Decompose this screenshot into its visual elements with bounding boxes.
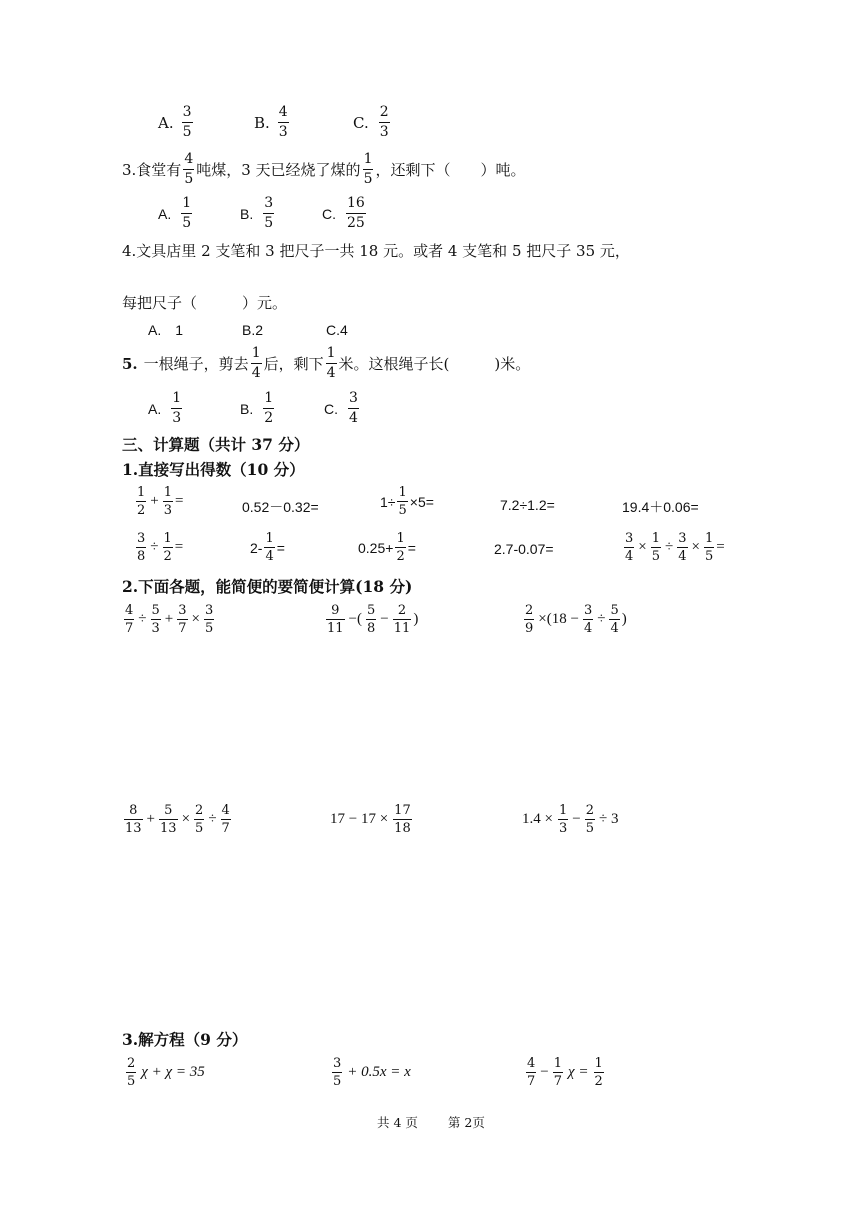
fraction: $\frac{1}{5}$ [398, 485, 407, 518]
fraction: 1 3 [172, 390, 182, 426]
fraction: 4 5 [184, 151, 194, 187]
fraction: $\frac{3}{4}$ [678, 531, 687, 564]
q2-option-a: A. 3 5 [158, 104, 192, 140]
fraction: 4 7 [527, 1056, 536, 1089]
fraction: 1 2 [264, 390, 274, 426]
fraction: 1 2 [137, 485, 146, 518]
fraction: $\frac{5}{4}$ [610, 603, 619, 636]
q2-option-c: C. 2 3 [353, 104, 389, 140]
fraction: 3 5 [333, 1056, 342, 1089]
fraction: 16 25 [347, 195, 365, 231]
fraction: $\frac{1}{2}$ [163, 531, 172, 564]
fraction: $\frac{2}{5}$ [195, 803, 204, 836]
q2-option-b: B. 4 3 [254, 104, 288, 140]
q3-option-c: C. 16 25 [322, 195, 365, 231]
fraction: 3 5 [182, 104, 192, 140]
oral-item-6: $\frac{3}{8}$ ÷ $\frac{1}{2}$ = [137, 531, 184, 564]
equation-3: 4 7 − $\frac{1}{7}$ χ = $\frac{1}{2}$ [527, 1056, 603, 1089]
oral-item-5: 19.4＋0.06= [622, 499, 699, 515]
fraction: $\frac{1}{4}$ [265, 531, 274, 564]
fraction: 2 5 [127, 1056, 136, 1089]
calc-expression-5: 17 − 17 × $\frac{17}{18}$ [330, 803, 411, 836]
sub-heading-calc: 2.下面各题，能简便的要简便计算(18 分) [122, 577, 413, 596]
page-number: 第 2页 [447, 1115, 485, 1130]
fraction: 8 13 [125, 803, 142, 836]
fraction: 4 3 [278, 104, 288, 140]
fraction: $\frac{4}{7}$ [125, 603, 134, 636]
q4-option-a: A. 1 [148, 322, 184, 338]
q5-text: 5. 一根绳子，剪去 1 4 后，剩下 1 4 米。这根绳子长( )米。 [122, 345, 531, 381]
sub-heading-equations: 3.解方程（9 分） [122, 1030, 248, 1049]
fraction: 2 3 [379, 104, 389, 140]
calc-expression-4: 8 13 + $\frac{5}{13}$ × $\frac{2}{5}$ ÷ $\frac{4}{7}$ [125, 803, 230, 836]
calc-expression-1: $\frac{4}{7}$ ÷ $\frac{5}{3}$ + $\frac{3}{7}$ × $\frac{3}{5}$ [125, 603, 214, 636]
q3-text: 3.食堂有 4 5 吨煤，3 天已经烧了煤的 1 5 ，还剩下（ ）吨。 [122, 151, 526, 187]
q4-line2: 每把尺子（ ）元。 [122, 294, 288, 312]
fraction: 1 5 [363, 151, 373, 187]
fraction: 1 4 [251, 345, 261, 381]
q5-option-a: A. 1 3 [148, 390, 182, 426]
q4-options [148, 320, 348, 340]
q4-line1: 4.文具店里 2 支笔和 3 把尺子一共 18 元。或者 4 支笔和 5 把尺子 35 元， [122, 242, 630, 260]
fraction: $\frac{1}{3}$ [163, 485, 173, 518]
fraction: 3 5 [264, 195, 274, 231]
q5-option-c: C. 3 4 [324, 390, 358, 426]
q4-option-b: B.2 [242, 322, 264, 338]
oral-item-4: 7.2÷1.2= [500, 497, 555, 513]
q5-options [148, 390, 361, 427]
fraction: $\frac{3}{5}$ [205, 603, 214, 636]
fraction: $\frac{3}{4}$ [583, 603, 593, 636]
oral-item-7: 2- $\frac{1}{4}$ = [250, 531, 285, 564]
fraction: $\frac{2}{9}$ [525, 603, 534, 636]
q3-option-b: B. 3 5 [240, 195, 274, 231]
fraction: $\frac{3}{7}$ [178, 603, 187, 636]
fraction: 1 5 [182, 195, 192, 231]
fraction: 5 8 [367, 603, 376, 636]
fraction: $\frac{4}{7}$ [221, 803, 230, 836]
equation-1: 2 5 χ + χ = 35 [127, 1056, 205, 1089]
fraction: $\frac{3}{4}$ [625, 531, 634, 564]
q3-options [158, 195, 368, 232]
fraction: $\frac{2}{5}$ [585, 803, 594, 836]
calc-expression-3: $\frac{2}{9}$ ×(18 − $\frac{3}{4}$ ÷ $\frac{5}{4}$ ) [525, 603, 627, 636]
fraction: $\frac{1}{5}$ [651, 531, 661, 564]
total-pages: 共 4 页 [377, 1115, 418, 1130]
oral-item-3: 1÷ $\frac{1}{5}$ ×5= [380, 485, 434, 518]
fraction: $\frac{5}{13}$ [160, 803, 177, 836]
q4-option-c: C.4 [326, 322, 348, 338]
oral-item-2: 0.52－0.32= [242, 499, 319, 515]
fraction: $\frac{5}{3}$ [151, 603, 160, 636]
fraction: 9 11 [327, 603, 344, 636]
oral-item-1: 1 2 + $\frac{1}{3}$ = [137, 485, 184, 518]
fraction: $\frac{1}{7}$ [553, 1056, 563, 1089]
section-title: 三、计算题（共计 37 分） [122, 435, 310, 454]
fraction: $\frac{1}{2}$ [594, 1056, 603, 1089]
fraction: $\frac{1}{2}$ [396, 531, 405, 564]
oral-item-9: 2.7-0.07= [494, 541, 554, 557]
page-footer [377, 1113, 485, 1131]
oral-item-10: $\frac{3}{4}$ × $\frac{1}{5}$ ÷ $\frac{3}{4}$ × $\frac{1}{5}$ = [625, 531, 725, 564]
equation-2: 3 5 + 0.5x = x [333, 1056, 411, 1089]
fraction: $\frac{17}{18}$ [394, 803, 411, 836]
fraction: $\frac{1}{5}$ [705, 531, 714, 564]
sub-heading-oral: 1.直接写出得数（10 分） [122, 460, 305, 479]
fraction: $\frac{3}{8}$ [137, 531, 146, 564]
fraction: 1 4 [326, 345, 336, 381]
oral-item-8: 0.25+ $\frac{1}{2}$ = [358, 531, 416, 564]
q5-option-b: B. 1 2 [240, 390, 274, 426]
q3-option-a: A. 1 5 [158, 195, 192, 231]
fraction: $\frac{2}{11}$ [393, 603, 411, 636]
q2-options [158, 104, 392, 141]
fraction: 3 4 [349, 390, 358, 426]
calc-expression-6: 1.4 × $\frac{1}{3}$ − $\frac{2}{5}$ ÷ 3 [522, 803, 619, 836]
calc-expression-2: 9 11 −( 5 8 − $\frac{2}{11}$ ) [327, 603, 419, 636]
fraction: $\frac{1}{3}$ [558, 803, 568, 836]
